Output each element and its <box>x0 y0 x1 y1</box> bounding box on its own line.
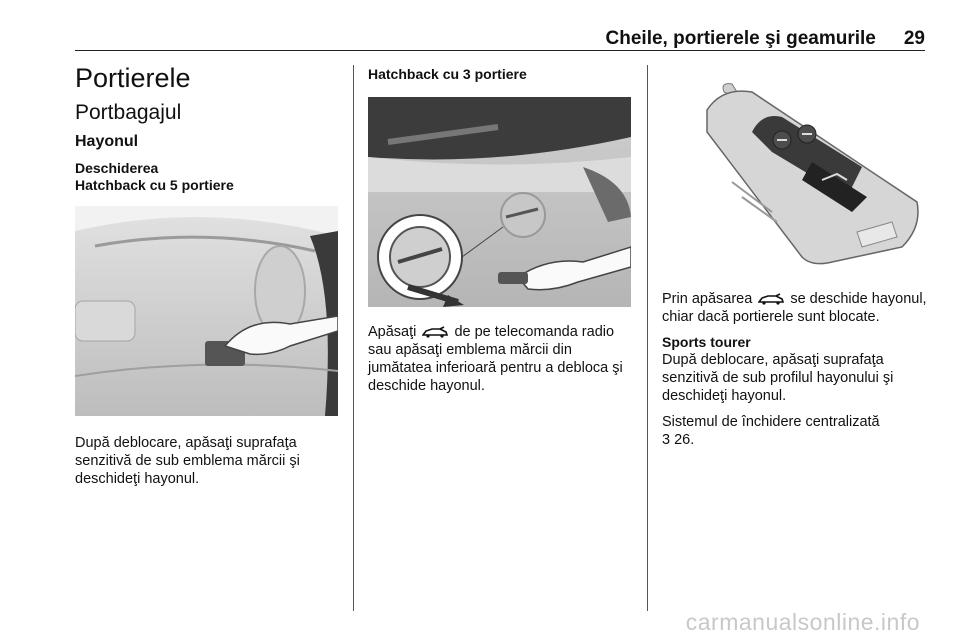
paragraph-central-locking <box>662 413 927 449</box>
paragraph-remote-open <box>662 290 927 326</box>
page-header <box>75 28 925 50</box>
subheading-hatchback-3: Hatchback cu 3 portiere <box>368 66 527 82</box>
header-title: Cheile, portierele şi geamurile <box>605 28 876 49</box>
column-2 <box>368 62 633 403</box>
topic-title: Hayonul <box>75 133 139 150</box>
page-number: 29 <box>903 28 925 49</box>
remote-key-illustration <box>662 62 925 272</box>
header-rule <box>75 50 925 51</box>
subheading-sports-tourer: Sports tourer <box>662 334 751 350</box>
central-locking-text: Sistemul de închidere centralizată <box>662 414 880 430</box>
hatchback-5-door-illustration <box>75 206 338 416</box>
hatchback-3-door-illustration <box>368 97 631 307</box>
column-3 <box>662 62 927 457</box>
subheading-opening: Deschiderea <box>75 160 159 176</box>
subsection-title: Portbagajul <box>75 101 182 124</box>
paragraph-hatchback-3 <box>368 323 633 395</box>
para-text-after-icon: se deschide hayonul, chiar dacă portierele sunt blocate. <box>662 291 927 325</box>
para-text-after-icon: de pe telecomanda radio sau apăsaţi emblema mărcii din jumătatea inferioară pentru a debloca şi deschide hayonul. <box>368 324 623 394</box>
para-text-before-icon: Apăsaţi <box>368 324 417 340</box>
para-text-before-icon: Prin apăsarea <box>662 291 753 307</box>
subheading-hatchback-5: Hatchback cu 5 portiere <box>75 177 234 193</box>
watermark: carmanualsonline.info <box>685 609 920 635</box>
car-trunk-icon <box>758 293 784 305</box>
car-trunk-icon <box>422 326 448 338</box>
column-1 <box>75 62 340 496</box>
column-divider-2 <box>647 65 648 611</box>
section-title: Portierele <box>75 63 191 93</box>
paragraph-sports-tourer: După deblocare, apăsaţi suprafaţa senzitivă de sub profilul hayonului şi deschideţi hayonul. <box>662 352 894 404</box>
page-reference-link[interactable]: 3 26. <box>662 432 695 448</box>
column-divider-1 <box>353 65 354 611</box>
paragraph-hatchback-5: După deblocare, apăsaţi suprafaţa senzitivă de sub emblema mărcii şi deschideţi hayonul. <box>75 435 300 487</box>
